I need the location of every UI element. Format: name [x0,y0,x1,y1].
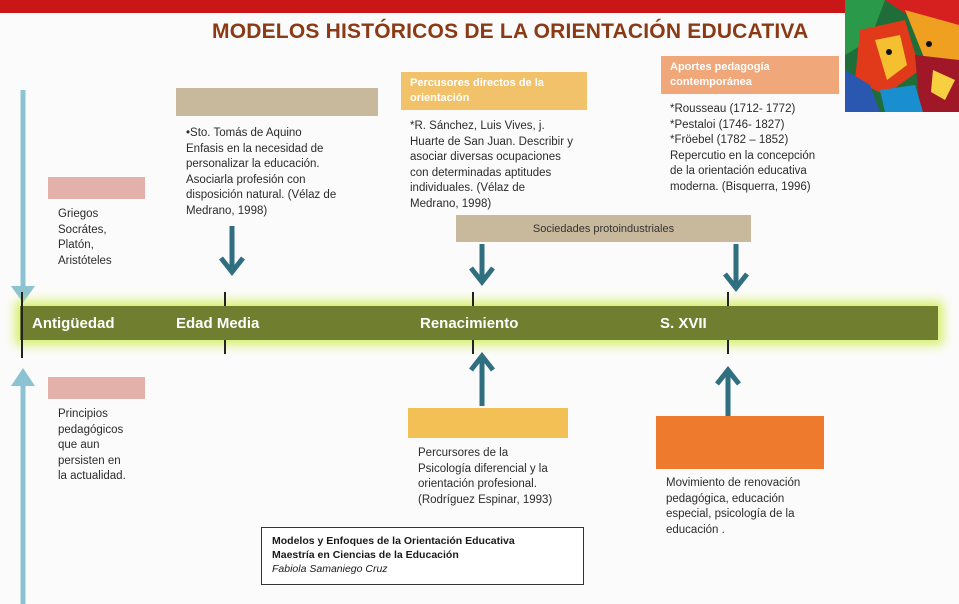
antiguedad-bottom-text: Principios pedagógicos que aun persisten en la actualidad. [58,408,126,482]
edad-media-marker [176,88,378,116]
xvii-top-header: Aportes pedagogía contemporánea [661,56,839,94]
era-edad-media: Edad Media [176,315,260,332]
era-antiguedad: Antigüedad [32,315,115,332]
down-arrow-icon [218,226,246,278]
renacimiento-top-text: *R. Sánchez, Luis Vives, j. Huarte de San Juan. Describir y asociar diversas ocupaciones con determinadas aptitudes individuales. (Vélaz de Medrano, 1998) [410,120,573,210]
xvii-bottom-marker [656,416,824,469]
page-title: MODELOS HISTÓRICOS DE LA ORIENTACIÓN EDUCATIVA [212,20,809,43]
down-arrow-icon [722,244,750,294]
timeline-tick [727,292,729,306]
era-s-xvii: S. XVII [660,315,707,332]
timeline-tick [21,292,23,358]
antiguedad-top-marker [48,177,145,199]
up-arrow-icon [468,352,496,406]
course-title: Modelos y Enfoques de la Orientación Educativa [272,535,515,547]
side-arrows [8,88,38,604]
renacimiento-bottom-marker [408,408,568,438]
renacimiento-top-header: Percusores directos de la orientación [401,72,587,110]
antiguedad-top-text: Griegos Socrátes, Platón, Aristóteles [58,208,112,267]
timeline-tick [472,292,474,306]
edad-media-text: •Sto. Tomás de Aquino Enfasis en la necesidad de personalizar la educación. Asociarla profesión con disposición natural. (Vélaz de Medrano, 1998) [186,127,337,217]
timeline-tick [727,340,729,354]
decorative-painting-image [845,0,959,112]
xvii-top-text: *Rousseau (1712- 1772) *Pestaloi (1746- 1827) *Fröebel (1782 – 1852) Repercutio en la concepción de la orientación educativa moderna. (Bisquerra, 1996) [670,103,816,193]
credits-box [261,527,584,585]
timeline-tick [224,340,226,354]
era-renacimiento: Renacimiento [420,315,519,332]
antiguedad-bottom-marker [48,377,145,399]
renacimiento-bottom-text: Percursores de la Psicología diferencial y la orientación profesional. (Rodríguez Espinar, 1993) [418,447,553,506]
program-title: Maestría en Ciencias de la Educación [272,549,459,561]
protoindustrial-band: Sociedades protoindustriales [456,215,751,242]
xvii-bottom-text: Movimiento de renovación pedagógica, educación especial, psicología de la educación . [666,477,801,536]
timeline-tick [224,292,226,306]
down-arrow-icon [468,244,496,286]
up-arrow-icon [714,366,742,416]
top-accent-bar [0,0,845,13]
author-name: Fabiola Samaniego Cruz [272,563,388,575]
